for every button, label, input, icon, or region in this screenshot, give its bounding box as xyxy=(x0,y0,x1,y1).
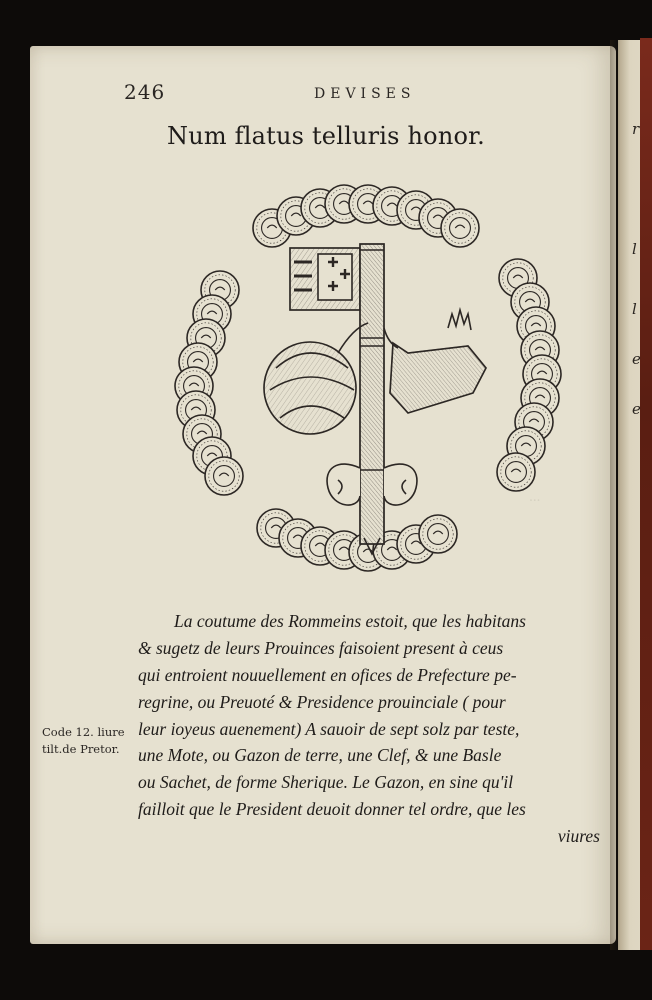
running-title: DEVISES xyxy=(314,86,416,102)
body-line-catchword: viures xyxy=(557,826,600,847)
sachet-drawing xyxy=(384,310,486,413)
marginal-note-line: tilt.de Pretor. xyxy=(42,742,120,756)
device-motto: Num flatus telluris honor. xyxy=(167,122,485,150)
coin-chain-bottom xyxy=(257,509,457,571)
facing-text-fragment: l xyxy=(632,300,637,318)
emblem-woodcut xyxy=(168,178,580,586)
body-line: La coutume des Rommeins estoit, que les habitans xyxy=(174,611,526,631)
body-line: qui entroient nouuellement en ofices de Prefecture pe- xyxy=(138,664,517,685)
coin-chain-top xyxy=(253,185,479,247)
body-line: & sugetz de leurs Prouinces faisoient present à ceus xyxy=(138,637,504,658)
body-line: une Mote, ou Gazon de terre, une Clef, & une Basle xyxy=(138,745,502,766)
coin xyxy=(419,515,457,553)
page-number: 246 xyxy=(124,80,166,104)
book-cover-edge xyxy=(640,38,652,950)
bleed-through-text: ... xyxy=(528,489,540,505)
page-gutter-shadow xyxy=(610,40,620,950)
marginal-note-line: Code 12. liure xyxy=(42,725,125,739)
coin xyxy=(441,209,479,247)
facing-text-fragment: e xyxy=(632,400,641,418)
coin-chain-left xyxy=(175,271,243,495)
coin xyxy=(497,453,535,491)
body-paragraph xyxy=(138,608,600,850)
facing-text-fragment: l xyxy=(632,240,637,258)
body-line: regrine, ou Preuoté & Presidence prouinciale ( pour xyxy=(138,691,506,712)
facing-text-fragment: r xyxy=(632,120,640,138)
body-line: leur ioyeus auenement) A sauoir de sept solz par teste, xyxy=(138,718,520,739)
body-line: failloit que le President deuoit donner tel ordre, que les xyxy=(138,799,526,820)
sphere-drawing xyxy=(264,323,368,434)
coin-chain-right xyxy=(497,259,561,491)
body-line: ou Sachet, de forme Sherique. Le Gazon, en sine qu'il xyxy=(138,772,514,793)
marginal-note xyxy=(42,724,142,758)
coin xyxy=(205,457,243,495)
facing-text-fragment: e xyxy=(632,350,641,368)
